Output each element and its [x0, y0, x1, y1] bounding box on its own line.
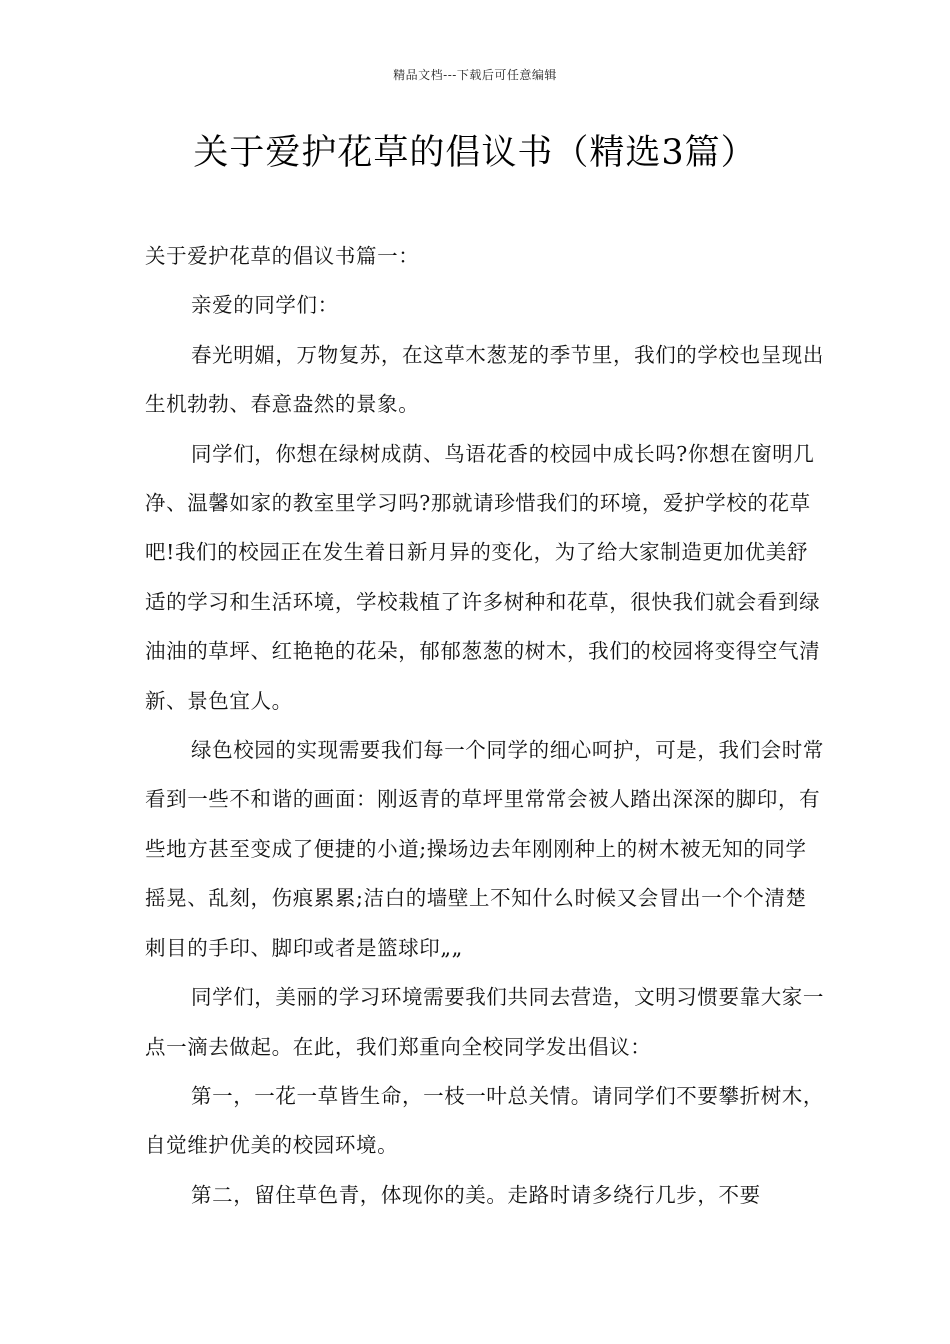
section-heading: 关于爱护花草的倡议书篇一： [145, 244, 420, 268]
paragraph: 第二，留住草色青，体现你的美。走路时请多绕行几步，不要 [191, 1182, 761, 1207]
paragraph: 第一，一花一草皆生命，一枝一叶总关情。请同学们不要攀折树木，自觉维护优美的校园环境。 [145, 1083, 824, 1158]
header-note: 精品文档---下载后可任意编辑 [393, 68, 557, 82]
paragraph: 绿色校园的实现需要我们每一个同学的细心呵护，可是，我们会时常看到一些不和谐的画面：刚返青的草坪里常常会被人踏出深深的脚印，有些地方甚至变成了便捷的小道;操场边去年刚刚种上的树木被无知的同学摇晃、乱刻，伤痕累累;洁白的墙壁上不知什么时候又会冒出一个个清楚刺目的手印、脚印或者是篮球印„„ [145, 738, 824, 960]
document-title: 关于爱护花草的倡议书（精选3篇） [193, 133, 757, 173]
paragraph: 同学们，美丽的学习环境需要我们共同去营造，文明习惯要靠大家一点一滴去做起。在此，我们郑重向全校同学发出倡议： [145, 985, 824, 1059]
document-body [145, 232, 825, 1220]
salutation: 亲爱的同学们： [191, 293, 339, 318]
paragraph: 春光明媚，万物复苏，在这草木葱茏的季节里，我们的学校也呈现出生机勃勃、春意盎然的景象。 [145, 342, 824, 417]
paragraph: 同学们，你想在绿树成荫、鸟语花香的校园中成长吗?你想在窗明几净、温馨如家的教室里学习吗?那就请珍惜我们的环境，爱护学校的花草吧!我们的校园正在发生着日新月异的变化，为了给大家制造更加优美舒适的学习和生活环境，学校栽植了许多树种和花草，很快我们就会看到绿油油的草坪、红艳艳的花朵，郁郁葱葱的树木，我们的校园将变得空气清新、景色宜人。 [145, 441, 821, 713]
